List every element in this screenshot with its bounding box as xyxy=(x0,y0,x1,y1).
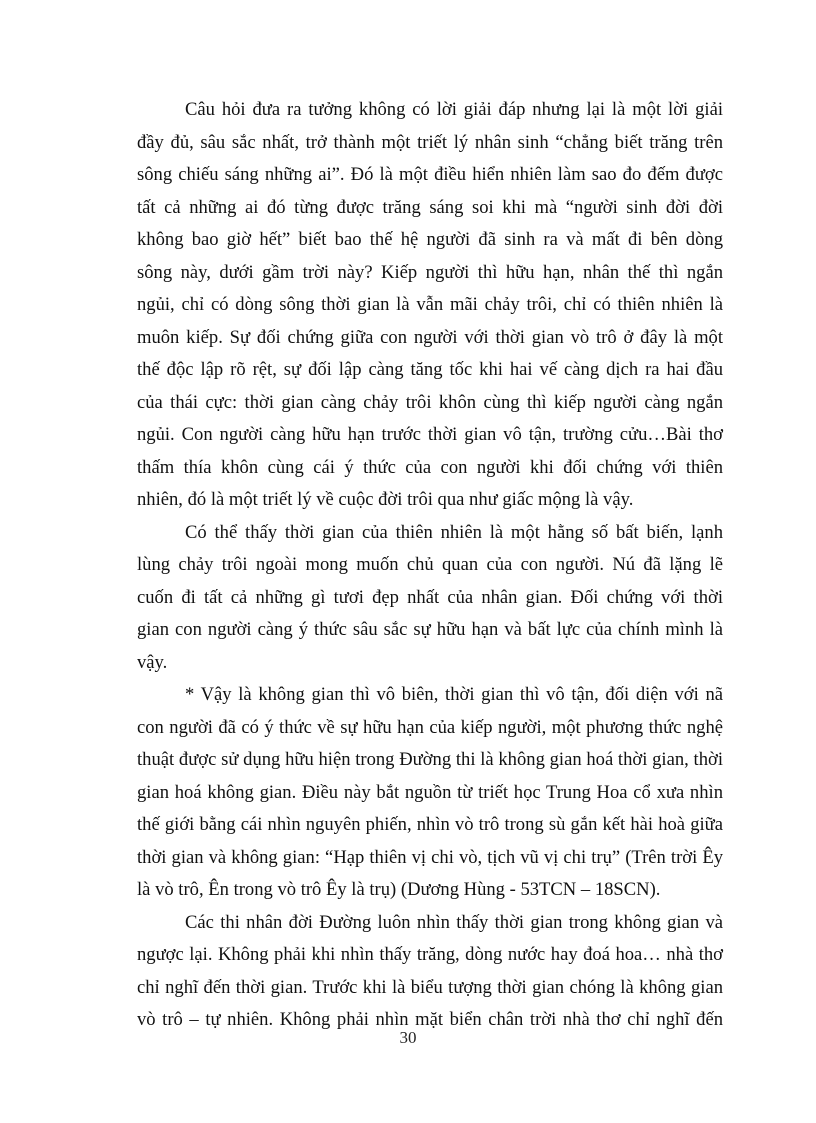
text-line: đầy đủ, sâu sắc nhất, trở thành một triết lý nhân sinh “chẳng biết trăng trên xyxy=(137,131,723,153)
text-line: là vò trô, Ên trong vò trô Êy là trụ) (Dương Hùng - 53TCN – 18SCN). xyxy=(137,879,661,900)
text-line: sông chiếu sáng những ai”. Đó là một điều hiển nhiên làm sao đo đếm được xyxy=(137,164,723,185)
text-line: chỉ nghĩ đến thời gian. Trước khi là biểu tượng thời gian chóng là không gian xyxy=(137,976,723,998)
paragraph xyxy=(137,907,723,1037)
text-line: không bao giờ hết” biết bao thế hệ người đã sinh ra và mất đi bên dòng xyxy=(137,229,723,250)
text-line: thời gian và không gian: “Hạp thiên vị chi vò, tịch vũ vị chi trụ” (Trên trời Êy xyxy=(137,846,723,868)
text-line: thế giới bằng cái nhìn nguyên phiến, nhìn vò trô trong sù gắn kết hài hoà giữa xyxy=(137,814,723,835)
text-line: ngủi, chỉ có dòng sông thời gian là vẫn mãi chảy trôi, chỉ có thiên nhiên là xyxy=(137,294,723,315)
text-line: gian hoá không gian. Điều này bắt nguồn từ triết học Trung Hoa cổ xưa nhìn xyxy=(137,781,723,803)
text-line: tất cả những ai đó từng được trăng sáng soi khi mà “người sinh đời đời xyxy=(137,196,723,218)
paragraph xyxy=(137,517,723,680)
text-line: ngủi. Con người càng hữu hạn trước thời gian vô tận, trường cửu…Bài thơ xyxy=(137,424,723,445)
text-line: muôn kiếp. Sự đối chứng giữa con người với thời gian vò trô ở đây là một xyxy=(137,326,723,348)
text-line: vậy. xyxy=(137,651,168,673)
text-line: lùng chảy trôi ngoài mong muốn chủ quan của con người. Nú đã lặng lẽ xyxy=(137,554,723,575)
text-line: thuật được sử dụng hữu hiện trong Đường thi là không gian hoá thời gian, thời xyxy=(137,749,723,770)
text-line: Các thi nhân đời Đường luôn nhìn thấy thời gian trong không gian và xyxy=(185,911,723,933)
text-line: sông này, dưới gầm trời này? Kiếp người thì hữu hạn, nhân thế thì ngắn xyxy=(137,261,723,283)
paragraph xyxy=(137,94,723,517)
document-body xyxy=(137,94,723,1037)
text-line: cuốn đi tất cả những gì tươi đẹp nhất của nhân gian. Đối chứng với thời xyxy=(137,586,723,608)
text-line: con người đã có ý thức về sự hữu hạn của kiếp người, một phương thức nghệ xyxy=(137,716,723,738)
text-line: thấm thía khôn cùng cái ý thức của con người khi đối chứng với thiên xyxy=(137,456,723,478)
text-line: Câu hỏi đưa ra tưởng không có lời giải đáp nhưng lại là một lời giải xyxy=(185,99,723,120)
text-line: nhiên, đó là một triết lý về cuộc đời trôi qua như giấc mộng là vậy. xyxy=(137,489,634,510)
text-line: vò trô – tự nhiên. Không phải nhìn mặt biển chân trời nhà thơ chỉ nghĩ đến xyxy=(137,1009,723,1030)
text-line: của thái cực: thời gian càng chảy trôi khôn cùng thì kiếp người càng ngắn xyxy=(137,391,723,413)
text-line: thế độc lập rõ rệt, sự đối lập càng tăng tốc khi hai vế càng dịch ra hai đầu xyxy=(137,359,723,380)
text-line: * Vậy là không gian thì vô biên, thời gian thì vô tận, đối diện với nã xyxy=(185,684,723,705)
page-number: 30 xyxy=(399,1028,417,1047)
text-line: gian con người càng ý thức sâu sắc sự hữu hạn và bất lực của chính mình là xyxy=(137,619,723,640)
text-line: ngược lại. Không phải khi nhìn thấy trăng, dòng nước hay đoá hoa… nhà thơ xyxy=(137,944,723,965)
text-line: Có thể thấy thời gian của thiên nhiên là một hằng số bất biến, lạnh xyxy=(185,521,723,543)
paragraph xyxy=(137,679,723,907)
